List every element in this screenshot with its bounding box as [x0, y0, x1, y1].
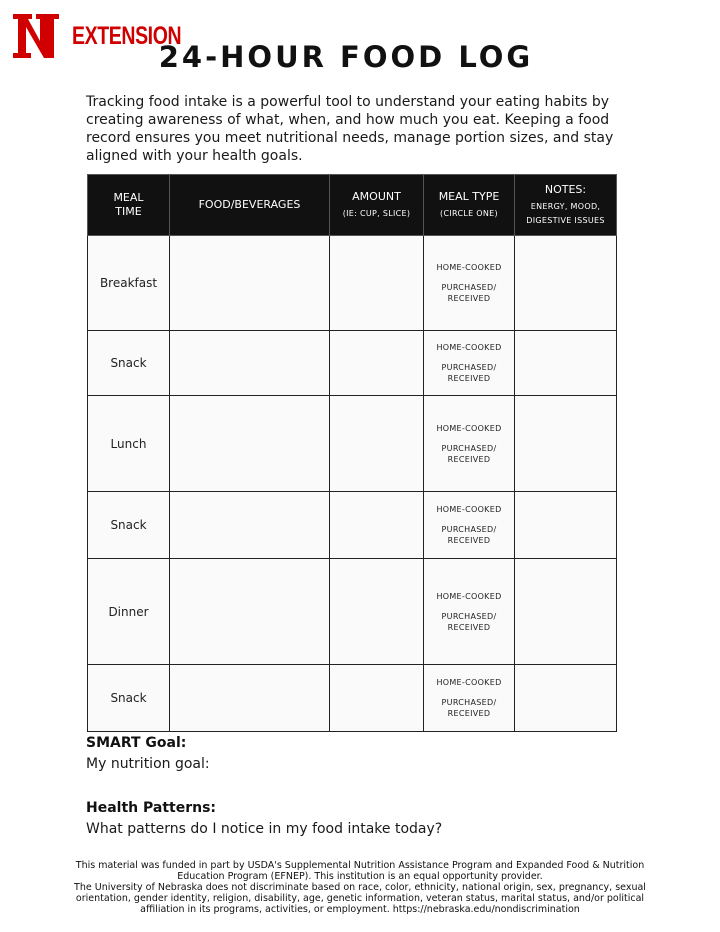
- option-home-cooked[interactable]: HOME-COOKED: [436, 263, 502, 272]
- notes-cell[interactable]: [515, 331, 617, 396]
- table-row: [88, 331, 617, 396]
- table-row: [88, 236, 617, 331]
- table-row: [88, 665, 617, 732]
- option-home-cooked[interactable]: HOME-COOKED: [436, 343, 502, 352]
- meal-type-cell[interactable]: [424, 236, 515, 331]
- notes-cell[interactable]: [515, 396, 617, 492]
- header-amount: AMOUNT (IE: CUP, SLICE): [330, 175, 424, 236]
- meal-type-cell[interactable]: [424, 492, 515, 559]
- food-beverages-cell[interactable]: [170, 331, 330, 396]
- notes-cell[interactable]: [515, 559, 617, 665]
- funding-statement: This material was funded in part by USDA's Supplemental Nutrition Assistance Program and Expanded Food & Nutrition Education Program (EFNEP). This institution is an equal opportunity provider.: [75, 860, 645, 882]
- meal-time-cell: Lunch: [88, 396, 170, 492]
- option-purchased-received[interactable]: PURCHASED/ RECEIVED: [441, 611, 497, 632]
- header-meal-type: MEAL TYPE (CIRCLE ONE): [424, 175, 515, 236]
- meal-time-cell: Snack: [88, 331, 170, 396]
- header-food-beverages: FOOD/BEVERAGES: [170, 175, 330, 236]
- table-row: [88, 492, 617, 559]
- amount-cell[interactable]: [330, 665, 424, 732]
- footer-disclaimer: [60, 860, 660, 915]
- meal-time-cell: Snack: [88, 665, 170, 732]
- meal-time-cell: Snack: [88, 492, 170, 559]
- amount-cell[interactable]: [330, 331, 424, 396]
- option-purchased-received[interactable]: PURCHASED/ RECEIVED: [441, 698, 497, 718]
- option-purchased-received[interactable]: PURCHASED/ RECEIVED: [441, 525, 497, 545]
- food-beverages-cell[interactable]: [170, 559, 330, 665]
- food-beverages-cell[interactable]: [170, 665, 330, 732]
- smart-goal-prompt: My nutrition goal:: [86, 756, 210, 772]
- option-home-cooked[interactable]: HOME-COOKED: [436, 505, 502, 514]
- table-header-row: [88, 175, 617, 236]
- option-purchased-received[interactable]: PURCHASED/ RECEIVED: [441, 363, 497, 383]
- option-purchased-received[interactable]: PURCHASED/ RECEIVED: [441, 443, 497, 464]
- amount-cell[interactable]: [330, 492, 424, 559]
- extension-wordmark: EXTENSION: [72, 22, 182, 50]
- notes-cell[interactable]: [515, 665, 617, 732]
- health-patterns-label: Health Patterns:: [86, 800, 217, 816]
- amount-cell[interactable]: [330, 396, 424, 492]
- table-row: [88, 396, 617, 492]
- meal-type-cell[interactable]: [424, 331, 515, 396]
- food-beverages-cell[interactable]: [170, 492, 330, 559]
- meal-time-cell: Breakfast: [88, 236, 170, 331]
- nondiscrimination-statement: The University of Nebraska does not discriminate based on race, color, ethnicity, national origin, sex, pregnancy, sexual orientation, gender identity, religion, disability, age, genetic information, veteran status, marital status, and/or political affiliation in its programs, activities, or employment. https://nebraska.edu/nondiscrimination: [74, 882, 646, 915]
- meal-time-cell: Dinner: [88, 559, 170, 665]
- amount-cell[interactable]: [330, 559, 424, 665]
- notes-cell[interactable]: [515, 236, 617, 331]
- meal-type-cell[interactable]: [424, 559, 515, 665]
- meal-type-cell[interactable]: [424, 396, 515, 492]
- header-notes: NOTES: ENERGY, MOOD, DIGESTIVE ISSUES: [515, 175, 617, 236]
- page-title: 24-HOUR FOOD LOG: [158, 40, 534, 74]
- option-home-cooked[interactable]: HOME-COOKED: [436, 678, 502, 687]
- meal-type-cell[interactable]: [424, 665, 515, 732]
- intro-paragraph: Tracking food intake is a powerful tool to understand your eating habits by creating awareness of what, when, and how much you eat. Keeping a food record ensures you meet nutritional needs, manage portion sizes, and stay aligned with your health goals.: [86, 94, 614, 164]
- food-beverages-cell[interactable]: [170, 236, 330, 331]
- option-home-cooked[interactable]: HOME-COOKED: [436, 591, 502, 601]
- amount-cell[interactable]: [330, 236, 424, 331]
- health-patterns-prompt: What patterns do I notice in my food intake today?: [86, 821, 443, 837]
- option-home-cooked[interactable]: HOME-COOKED: [436, 423, 502, 433]
- food-beverages-cell[interactable]: [170, 396, 330, 492]
- food-log-table: [87, 174, 617, 732]
- notes-cell[interactable]: [515, 492, 617, 559]
- table-row: [88, 559, 617, 665]
- smart-goal-label: SMART Goal:: [86, 735, 187, 751]
- header-meal-time: MEAL TIME: [88, 175, 170, 236]
- option-purchased-received[interactable]: PURCHASED/ RECEIVED: [441, 283, 497, 303]
